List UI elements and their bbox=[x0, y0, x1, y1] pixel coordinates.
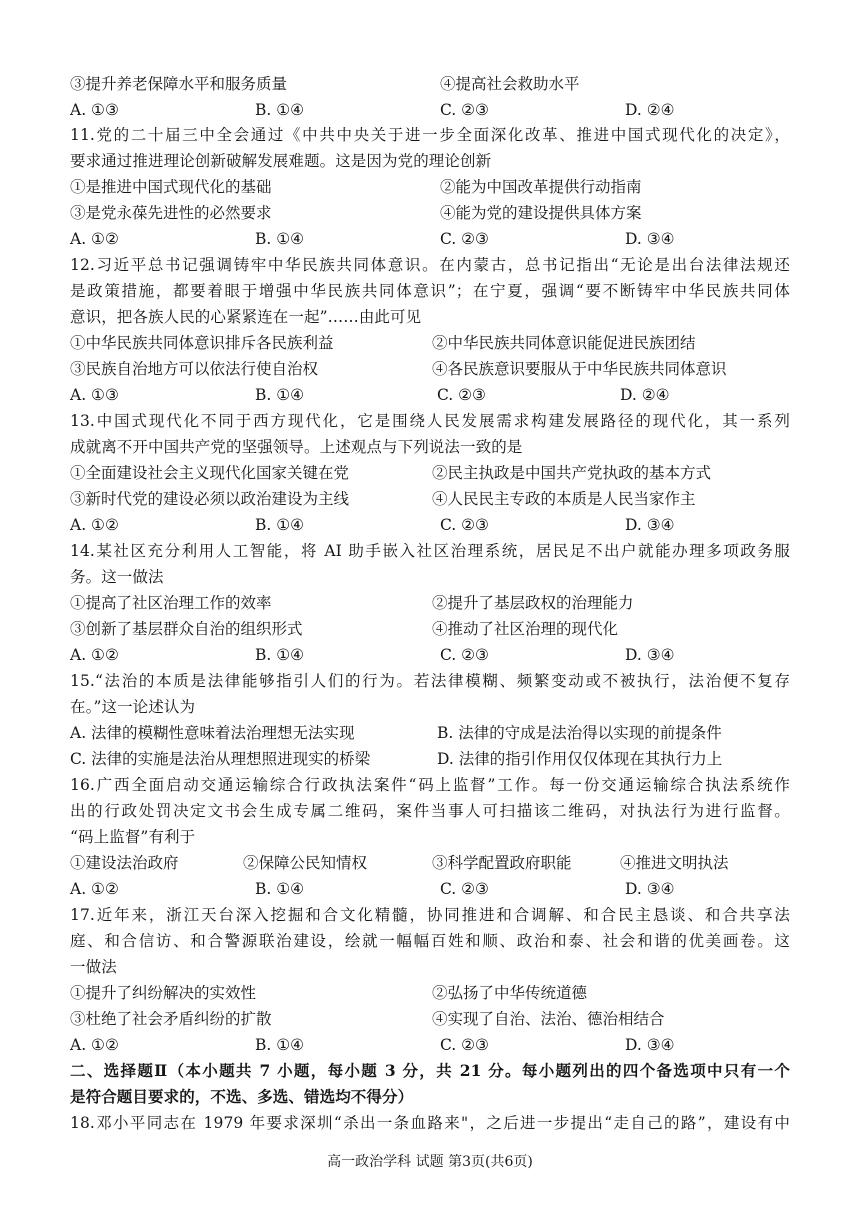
choice-c: C. 法律的实施是法治从理想照进现实的桥梁 bbox=[70, 750, 371, 768]
choice-b: B. ①④ bbox=[255, 880, 305, 898]
choice-a: A. 法律的模糊性意味着法治理想无法实现 bbox=[70, 724, 355, 742]
choice-b: B. ①④ bbox=[255, 516, 305, 534]
option-4: ④人民民主专政的本质是人民当家作主 bbox=[432, 490, 696, 508]
choice-c: C. ②③ bbox=[440, 230, 489, 248]
question-12-stem: 12.习近平总书记强调铸牢中华民族共同体意识。在内蒙古，总书记指出“无论是出台法律法规还 bbox=[70, 256, 790, 274]
question-17-stem: 17.近年来，浙江天台深入挖掘和合文化精髓，协同推进和合调解、和合民主恳谈、和合共享法 bbox=[70, 906, 790, 924]
option-2: ②中华民族共同体意识能促进民族团结 bbox=[432, 334, 696, 352]
question-16-stem: “码上监督”有利于 bbox=[70, 828, 196, 846]
option-2: ②民主执政是中国共产党执政的基本方式 bbox=[432, 464, 712, 482]
question-17-stem: 庭、和合信访、和合警源联治建设，绘就一幅幅百姓和顺、政治和泰、社会和谐的优美画卷。这 bbox=[70, 932, 790, 950]
option-3: ③创新了基层群众自治的组织形式 bbox=[70, 620, 303, 638]
choice-b: B. ①④ bbox=[255, 646, 305, 664]
choice-c: C. ②③ bbox=[440, 880, 489, 898]
option-1: ①提高了社区治理工作的效率 bbox=[70, 594, 272, 612]
question-17-stem: 一做法 bbox=[70, 958, 117, 976]
choice-a: A. ①② bbox=[70, 516, 119, 534]
choice-d: D. ③④ bbox=[625, 230, 675, 248]
choice-a: A. ①③ bbox=[70, 101, 119, 119]
question-16-stem: 出的行政处罚决定文书会生成专属二维码，案件当事人可扫描该二维码，对执法行为进行监督。 bbox=[70, 802, 790, 820]
choice-a: A. ①② bbox=[70, 880, 119, 898]
question-16-stem: 16.广西全面启动交通运输综合行政执法案件“码上监督”工作。每一份交通运输综合执法系统作 bbox=[70, 776, 790, 794]
question-15-stem: 15.“法治的本质是法律能够指引人们的行为。若法律模糊、频繁变动或不被执行，法治便不复存 bbox=[70, 672, 790, 690]
option-1: ①提升了纠纷解决的实效性 bbox=[70, 984, 257, 1002]
choice-d: D. 法律的指引作用仅仅体现在其执行力上 bbox=[437, 750, 723, 768]
question-12-stem: 是政策措施，都要着眼于增强中华民族共同体意识”；在宁夏，强调“要不断铸牢中华民族共同体 bbox=[70, 282, 790, 300]
option-3: ③杜绝了社会矛盾纠纷的扩散 bbox=[70, 1010, 272, 1028]
option-4: ④各民族意识要服从于中华民族共同体意识 bbox=[432, 360, 727, 378]
choice-d: D. ③④ bbox=[625, 880, 675, 898]
choice-b: B. ①④ bbox=[255, 101, 305, 119]
question-13-stem: 成就离不开中国共产党的坚强领导。上述观点与下列说法一致的是 bbox=[70, 438, 523, 456]
choice-b: B. ①④ bbox=[255, 1036, 305, 1054]
option-3: ③是党永葆先进性的必然要求 bbox=[70, 204, 272, 222]
choice-b: B. ①④ bbox=[255, 230, 305, 248]
option-2: ②提升了基层政权的治理能力 bbox=[432, 594, 634, 612]
question-14-stem: 务。这一做法 bbox=[70, 568, 164, 586]
option-1: ①中华民族共同体意识排斥各民族利益 bbox=[70, 334, 334, 352]
option-3: ③新时代党的建设必须以政治建设为主线 bbox=[70, 490, 350, 508]
choice-a: A. ①② bbox=[70, 646, 119, 664]
choice-c: C. ②③ bbox=[440, 1036, 489, 1054]
choice-d: D. ③④ bbox=[625, 516, 675, 534]
question-14-stem: 14.某社区充分利用人工智能，将 AI 助手嵌入社区治理系统，居民足不出户就能办理多项政务服 bbox=[70, 542, 790, 560]
choice-b: B. 法律的守成是法治得以实现的前提条件 bbox=[437, 724, 722, 742]
choice-c: C. ②③ bbox=[437, 386, 486, 404]
choice-a: A. ①② bbox=[70, 230, 119, 248]
option-2: ②能为中国改革提供行动指南 bbox=[440, 178, 642, 196]
option-1: ①是推进中国式现代化的基础 bbox=[70, 178, 272, 196]
option-3: ③民族自治地方可以依法行使自治权 bbox=[70, 360, 319, 378]
option-4: ④推动了社区治理的现代化 bbox=[432, 620, 619, 638]
question-15-stem: 在。”这一论述认为 bbox=[70, 698, 196, 716]
choice-a: A. ①③ bbox=[70, 386, 119, 404]
choice-b: B. ①④ bbox=[255, 386, 305, 404]
option-4: ④实现了自治、法治、德治相结合 bbox=[432, 1010, 665, 1028]
question-11-stem: 要求通过推进理论创新破解发展难题。这是因为党的理论创新 bbox=[70, 152, 492, 170]
option-4: ④能为党的建设提供具体方案 bbox=[440, 204, 642, 222]
option-2: ②保障公民知情权 bbox=[243, 854, 368, 872]
option-4: ④推进文明执法 bbox=[620, 854, 729, 872]
question-11-stem: 11.党的二十届三中全会通过《中共中央关于进一步全面深化改革、推进中国式现代化的决定》， bbox=[70, 126, 790, 144]
choice-d: D. ③④ bbox=[625, 1036, 675, 1054]
page-footer: 高一政治学科 试题 第3页(共6页) bbox=[327, 1154, 533, 1170]
option-2: ②弘扬了中华传统道德 bbox=[432, 984, 588, 1002]
option-1: ①全面建设社会主义现代化国家关键在党 bbox=[70, 464, 350, 482]
question-12-stem: 意识，把各族人民的心紧紧连在一起”……由此可见 bbox=[70, 308, 422, 326]
choice-c: C. ②③ bbox=[440, 516, 489, 534]
option-1: ①建设法治政府 bbox=[70, 854, 179, 872]
choice-d: D. ②④ bbox=[620, 386, 670, 404]
question-18-stem: 18.邓小平同志在 1979 年要求深圳“杀出一条血路来"，之后进一步提出“走自己的路”，建设有中 bbox=[70, 1114, 790, 1132]
choice-c: C. ②③ bbox=[440, 101, 489, 119]
choice-a: A. ①② bbox=[70, 1036, 119, 1054]
section-heading: 二、选择题Ⅱ（本小题共 7 小题，每小题 3 分，共 21 分。每小题列出的四个备选项中只有一个 bbox=[70, 1061, 790, 1080]
option-4: ④提高社会救助水平 bbox=[440, 75, 580, 93]
option-3: ③提升养老保障水平和服务质量 bbox=[70, 75, 288, 93]
choice-c: C. ②③ bbox=[440, 646, 489, 664]
question-13-stem: 13.中国式现代化不同于西方现代化，它是围绕人民发展需求构建发展路径的现代化，其一系列 bbox=[70, 412, 790, 430]
option-3: ③科学配置政府职能 bbox=[432, 854, 572, 872]
choice-d: D. ②④ bbox=[625, 101, 675, 119]
choice-d: D. ③④ bbox=[625, 646, 675, 664]
section-heading: 是符合题目要求的，不选、多选、错选均不得分） bbox=[70, 1087, 414, 1106]
